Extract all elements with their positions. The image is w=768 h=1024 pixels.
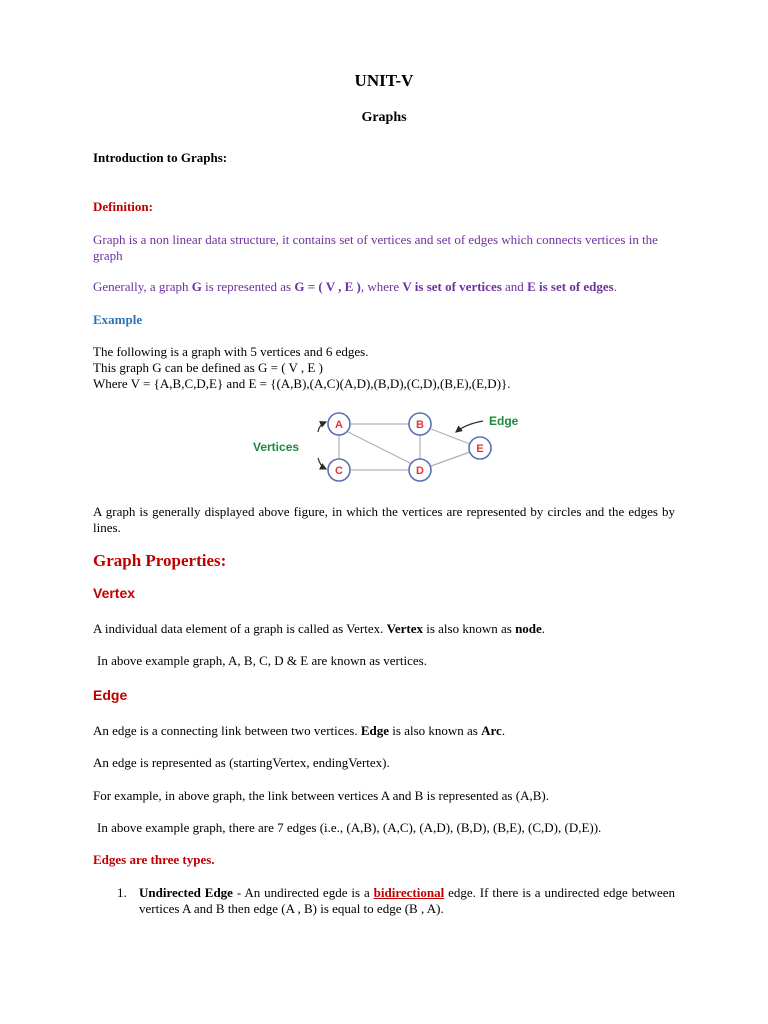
vertex-p1-c: is also known as xyxy=(422,621,516,636)
gen-text-5: . xyxy=(613,279,617,294)
bidirectional-link[interactable]: bidirectional xyxy=(373,885,445,900)
example-line-2: This graph G can be defined as G = ( V , E ) xyxy=(93,360,323,375)
node-c-label: C xyxy=(335,465,343,477)
vertices-arrow-upper xyxy=(318,422,326,432)
page-title: Graphs xyxy=(361,110,407,125)
vertices-label: Vertices xyxy=(253,440,300,454)
definition-text: Graph is a non linear data structure, it contains set of vertices and set of edges which connects vertices in the graph xyxy=(93,232,658,263)
vertex-p1-a: A individual data element of a graph is called as Vertex. xyxy=(93,621,387,636)
vertices-arrow-lower xyxy=(318,458,326,469)
edge-p1-d: Arc xyxy=(481,723,502,738)
edge-arrow xyxy=(456,421,483,432)
edge-a-d xyxy=(348,432,412,464)
undirected-edge-title: Undirected Edge xyxy=(139,885,233,900)
edge-types-heading: Edges are three types. xyxy=(93,852,215,867)
example-line-3: Where V = {A,B,C,D,E} and E = {(A,B),(A,C)(A,D),(B,D),(C,D),(B,E),(E,D)}. xyxy=(93,376,511,391)
graph-figure xyxy=(240,400,540,500)
edge-e-d xyxy=(431,452,470,466)
edge-label: Edge xyxy=(489,414,519,428)
node-a-label: A xyxy=(335,419,343,431)
undirected-edge-text-b: edge. If there is a undirected edge between vertices A and B then edge (A , B) is equal to edge (B , A). xyxy=(139,885,676,916)
vertex-paragraph-1 xyxy=(93,621,545,637)
node-c xyxy=(328,459,350,481)
vertex-paragraph-2: In above example graph, A, B, C, D & E are known as vertices. xyxy=(97,653,427,668)
gen-v: V is set of vertices xyxy=(402,279,502,294)
edge-paragraph-1 xyxy=(93,723,505,739)
vertex-p1-b: Vertex xyxy=(386,621,423,636)
vertex-heading: Vertex xyxy=(93,585,136,601)
node-d xyxy=(409,459,431,481)
edge-p1-c: is also known as xyxy=(389,723,482,738)
gen-text-3: , where xyxy=(360,279,403,294)
edge-paragraph-4: In above example graph, there are 7 edges (i.e., (A,B), (A,C), (A,D), (B,D), (B,E), (C,D), (D,E)). xyxy=(97,820,602,835)
edge-paragraph-2: An edge is represented as (startingVertex, endingVertex). xyxy=(93,755,390,770)
list-number-1: 1. xyxy=(117,885,127,900)
edge-b-e xyxy=(431,429,470,444)
node-d-label: D xyxy=(416,465,424,477)
edge-p1-b: Edge xyxy=(360,723,390,738)
graph-properties-heading: Graph Properties: xyxy=(93,551,227,570)
node-b xyxy=(409,413,431,435)
figure-caption: A graph is generally displayed above figure, in which the vertices are represented by circles and the edges by lines. xyxy=(93,504,675,535)
intro-heading: Introduction to Graphs: xyxy=(93,150,228,165)
undirected-edge-text-a: - An undirected egde is a xyxy=(232,885,374,900)
graph-edges xyxy=(339,424,470,470)
gen-e: E is set of edges xyxy=(527,279,614,294)
gen-g: G xyxy=(191,279,202,294)
node-e-label: E xyxy=(476,443,484,455)
gen-text-1: Generally, a graph xyxy=(93,279,192,294)
edge-p1-e: . xyxy=(501,723,506,738)
vertex-p1-d: node xyxy=(515,621,542,636)
node-b-label: B xyxy=(416,419,424,431)
definition-heading: Definition: xyxy=(93,199,153,214)
edge-p1-a: An edge is a connecting link between two vertices. xyxy=(93,723,361,738)
edge-paragraph-3: For example, in above graph, the link between vertices A and B is represented as (A,B). xyxy=(93,788,549,803)
vertex-p1-e: . xyxy=(541,621,546,636)
node-a xyxy=(328,413,350,435)
gen-text-2: is represented as xyxy=(201,279,295,294)
undirected-edge-item xyxy=(139,885,675,917)
unit-title: UNIT-V xyxy=(354,71,414,90)
example-line-1: The following is a graph with 5 vertices and 6 edges. xyxy=(93,344,369,359)
example-heading: Example xyxy=(93,312,143,327)
gen-equation: G = ( V , E ) xyxy=(294,279,361,294)
edge-heading: Edge xyxy=(93,687,128,703)
general-representation xyxy=(93,279,617,295)
node-e xyxy=(469,437,491,459)
gen-text-4: and xyxy=(501,279,528,294)
